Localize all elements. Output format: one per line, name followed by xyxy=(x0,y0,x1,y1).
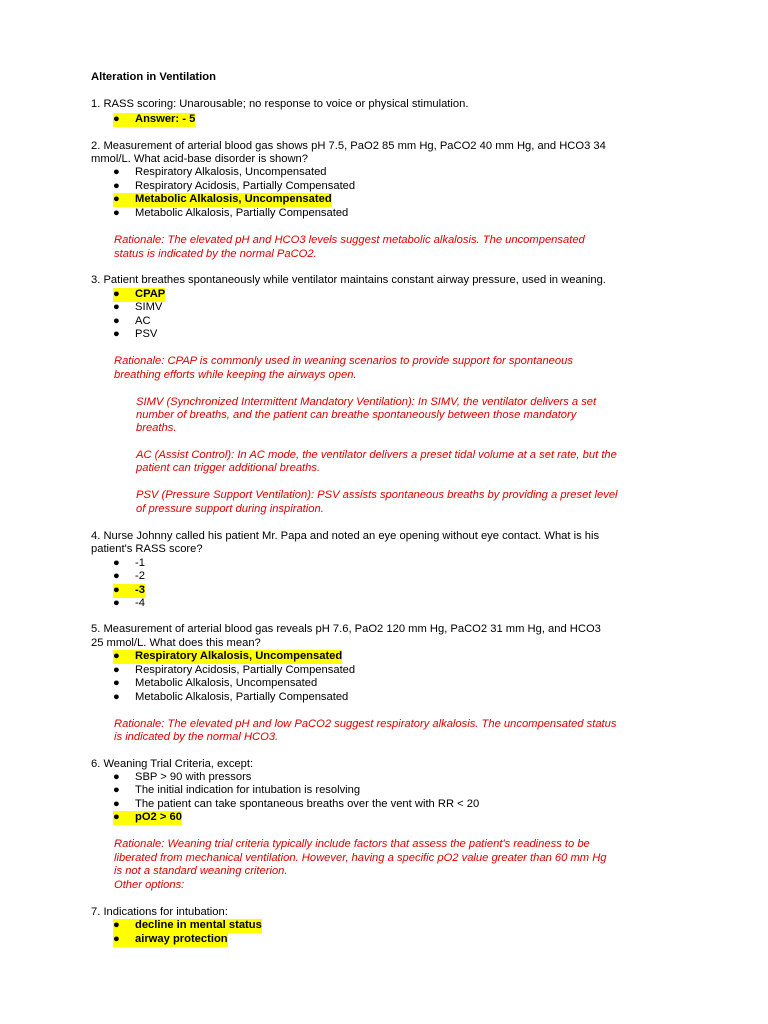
q3-rationale-line1: Rationale: CPAP is commonly used in weaning scenarios to provide support for spontaneous xyxy=(114,355,573,367)
q2-question-line1: 2. Measurement of arterial blood gas shows pH 7.5, PaO2 85 mm Hg, PaCO2 40 mm Hg, and HCO3 34 xyxy=(91,140,606,152)
bullet-icon: ● xyxy=(113,933,135,947)
q7-option-answer: ● airway protection xyxy=(113,933,228,945)
q3-psv-line2: of pressure support during inspiration. xyxy=(136,503,324,515)
bullet-icon: ● xyxy=(113,811,135,825)
q7-option-answer: ● decline in mental status xyxy=(113,919,262,931)
bullet-icon: ● xyxy=(113,691,120,703)
q3-psv-line1: PSV (Pressure Support Ventilation): PSV assists spontaneous breaths by providing a preset level xyxy=(136,489,618,501)
q3-simv-line3: breaths. xyxy=(136,422,177,434)
bullet-icon: ● xyxy=(113,650,135,664)
q3-option-answer: ● CPAP xyxy=(113,288,166,300)
q6-rationale-line3: is not a standard weaning criterion. xyxy=(114,865,288,877)
q3-ac-line2: patient can trigger additional breaths. xyxy=(136,462,321,474)
q7-question: 7. Indications for intubation: xyxy=(91,906,228,918)
q3-question: 3. Patient breathes spontaneously while ventilator maintains constant airway pressure, used in weaning. xyxy=(91,274,606,286)
q6-option: ● The initial indication for intubation is resolving xyxy=(113,784,361,796)
bullet-icon: ● xyxy=(113,771,120,783)
bullet-icon: ● xyxy=(113,584,135,598)
q2-question-line2: mmol/L. What acid-base disorder is shown? xyxy=(91,153,309,165)
bullet-icon: ● xyxy=(113,597,120,609)
q1-answer: ● Answer: - 5 xyxy=(113,113,196,125)
q3-option: ● AC xyxy=(113,315,151,327)
q2-rationale-line1: Rationale: The elevated pH and HCO3 levels suggest metabolic alkalosis. The uncompensated xyxy=(114,234,585,246)
q5-rationale-line1: Rationale: The elevated pH and low PaCO2 suggest respiratory alkalosis. The uncompensated status xyxy=(114,718,617,730)
q6-rationale-line1: Rationale: Weaning trial criteria typically include factors that assess the patient's readiness to be xyxy=(114,838,590,850)
bullet-icon: ● xyxy=(113,207,120,219)
q5-rationale-line2: is indicated by the normal HCO3. xyxy=(114,731,279,743)
q4-option-answer: ● -3 xyxy=(113,584,145,596)
q5-question-line2: 25 mmol/L. What does this mean? xyxy=(91,637,261,649)
bullet-icon: ● xyxy=(113,166,120,178)
q1-question: 1. RASS scoring: Unarousable; no response to voice or physical stimulation. xyxy=(91,98,469,110)
q6-option-answer: ● pO2 > 60 xyxy=(113,811,182,823)
bullet-icon: ● xyxy=(113,557,120,569)
q4-option: ● -2 xyxy=(113,570,145,582)
q3-rationale-line2: breathing efforts while keeping the airways open. xyxy=(114,369,357,381)
bullet-icon: ● xyxy=(113,919,135,933)
q4-question-line1: 4. Nurse Johnny called his patient Mr. Papa and noted an eye opening without eye contact. What is his xyxy=(91,530,600,542)
q2-rationale-line2: status is indicated by the normal PaCO2. xyxy=(114,248,317,260)
bullet-icon: ● xyxy=(113,664,120,676)
bullet-icon: ● xyxy=(113,288,135,302)
q5-option: ● Metabolic Alkalosis, Partially Compensated xyxy=(113,691,349,703)
bullet-icon: ● xyxy=(113,677,120,689)
bullet-icon: ● xyxy=(113,570,120,582)
bullet-icon: ● xyxy=(113,798,120,810)
q4-option: ● -1 xyxy=(113,557,145,569)
page-title: Alteration in Ventilation xyxy=(91,71,216,83)
q6-rationale-line4: Other options: xyxy=(114,879,185,891)
q2-option-answer: ● Metabolic Alkalosis, Uncompensated xyxy=(113,193,332,205)
bullet-icon: ● xyxy=(113,113,135,127)
q4-option: ● -4 xyxy=(113,597,145,609)
q5-option: ● Respiratory Acidosis, Partially Compensated xyxy=(113,664,356,676)
q6-option: ● SBP > 90 with pressors xyxy=(113,771,252,783)
q6-question: 6. Weaning Trial Criteria, except: xyxy=(91,758,254,770)
q5-option: ● Metabolic Alkalosis, Uncompensated xyxy=(113,677,318,689)
bullet-icon: ● xyxy=(113,784,120,796)
bullet-icon: ● xyxy=(113,301,120,313)
q3-simv-line2: number of breaths, and the patient can breathe spontaneously between those mandatory xyxy=(136,409,577,421)
q4-question-line2: patient's RASS score? xyxy=(91,543,203,555)
bullet-icon: ● xyxy=(113,180,120,192)
q3-option: ● PSV xyxy=(113,328,158,340)
bullet-icon: ● xyxy=(113,193,135,207)
q3-simv-line1: SIMV (Synchronized Intermittent Mandatory Ventilation): In SIMV, the ventilator delivers a set xyxy=(136,396,597,408)
bullet-icon: ● xyxy=(113,315,120,327)
q6-option: ● The patient can take spontaneous breaths over the vent with RR < 20 xyxy=(113,798,480,810)
q2-option: ● Metabolic Alkalosis, Partially Compensated xyxy=(113,207,349,219)
q2-option: ● Respiratory Alkalosis, Uncompensated xyxy=(113,166,327,178)
q3-option: ● SIMV xyxy=(113,301,163,313)
q3-ac-line1: AC (Assist Control): In AC mode, the ventilator delivers a preset tidal volume at a set rate, but the xyxy=(136,449,617,461)
q5-question-line1: 5. Measurement of arterial blood gas reveals pH 7.6, PaO2 120 mm Hg, PaCO2 31 mm Hg, and HCO3 xyxy=(91,623,601,635)
bullet-icon: ● xyxy=(113,328,120,340)
q6-rationale-line2: liberated from mechanical ventilation. However, having a specific pO2 value greater than 60 mm Hg xyxy=(114,852,607,864)
q5-option-answer: ● Respiratory Alkalosis, Uncompensated xyxy=(113,650,343,662)
q2-option: ● Respiratory Acidosis, Partially Compensated xyxy=(113,180,356,192)
